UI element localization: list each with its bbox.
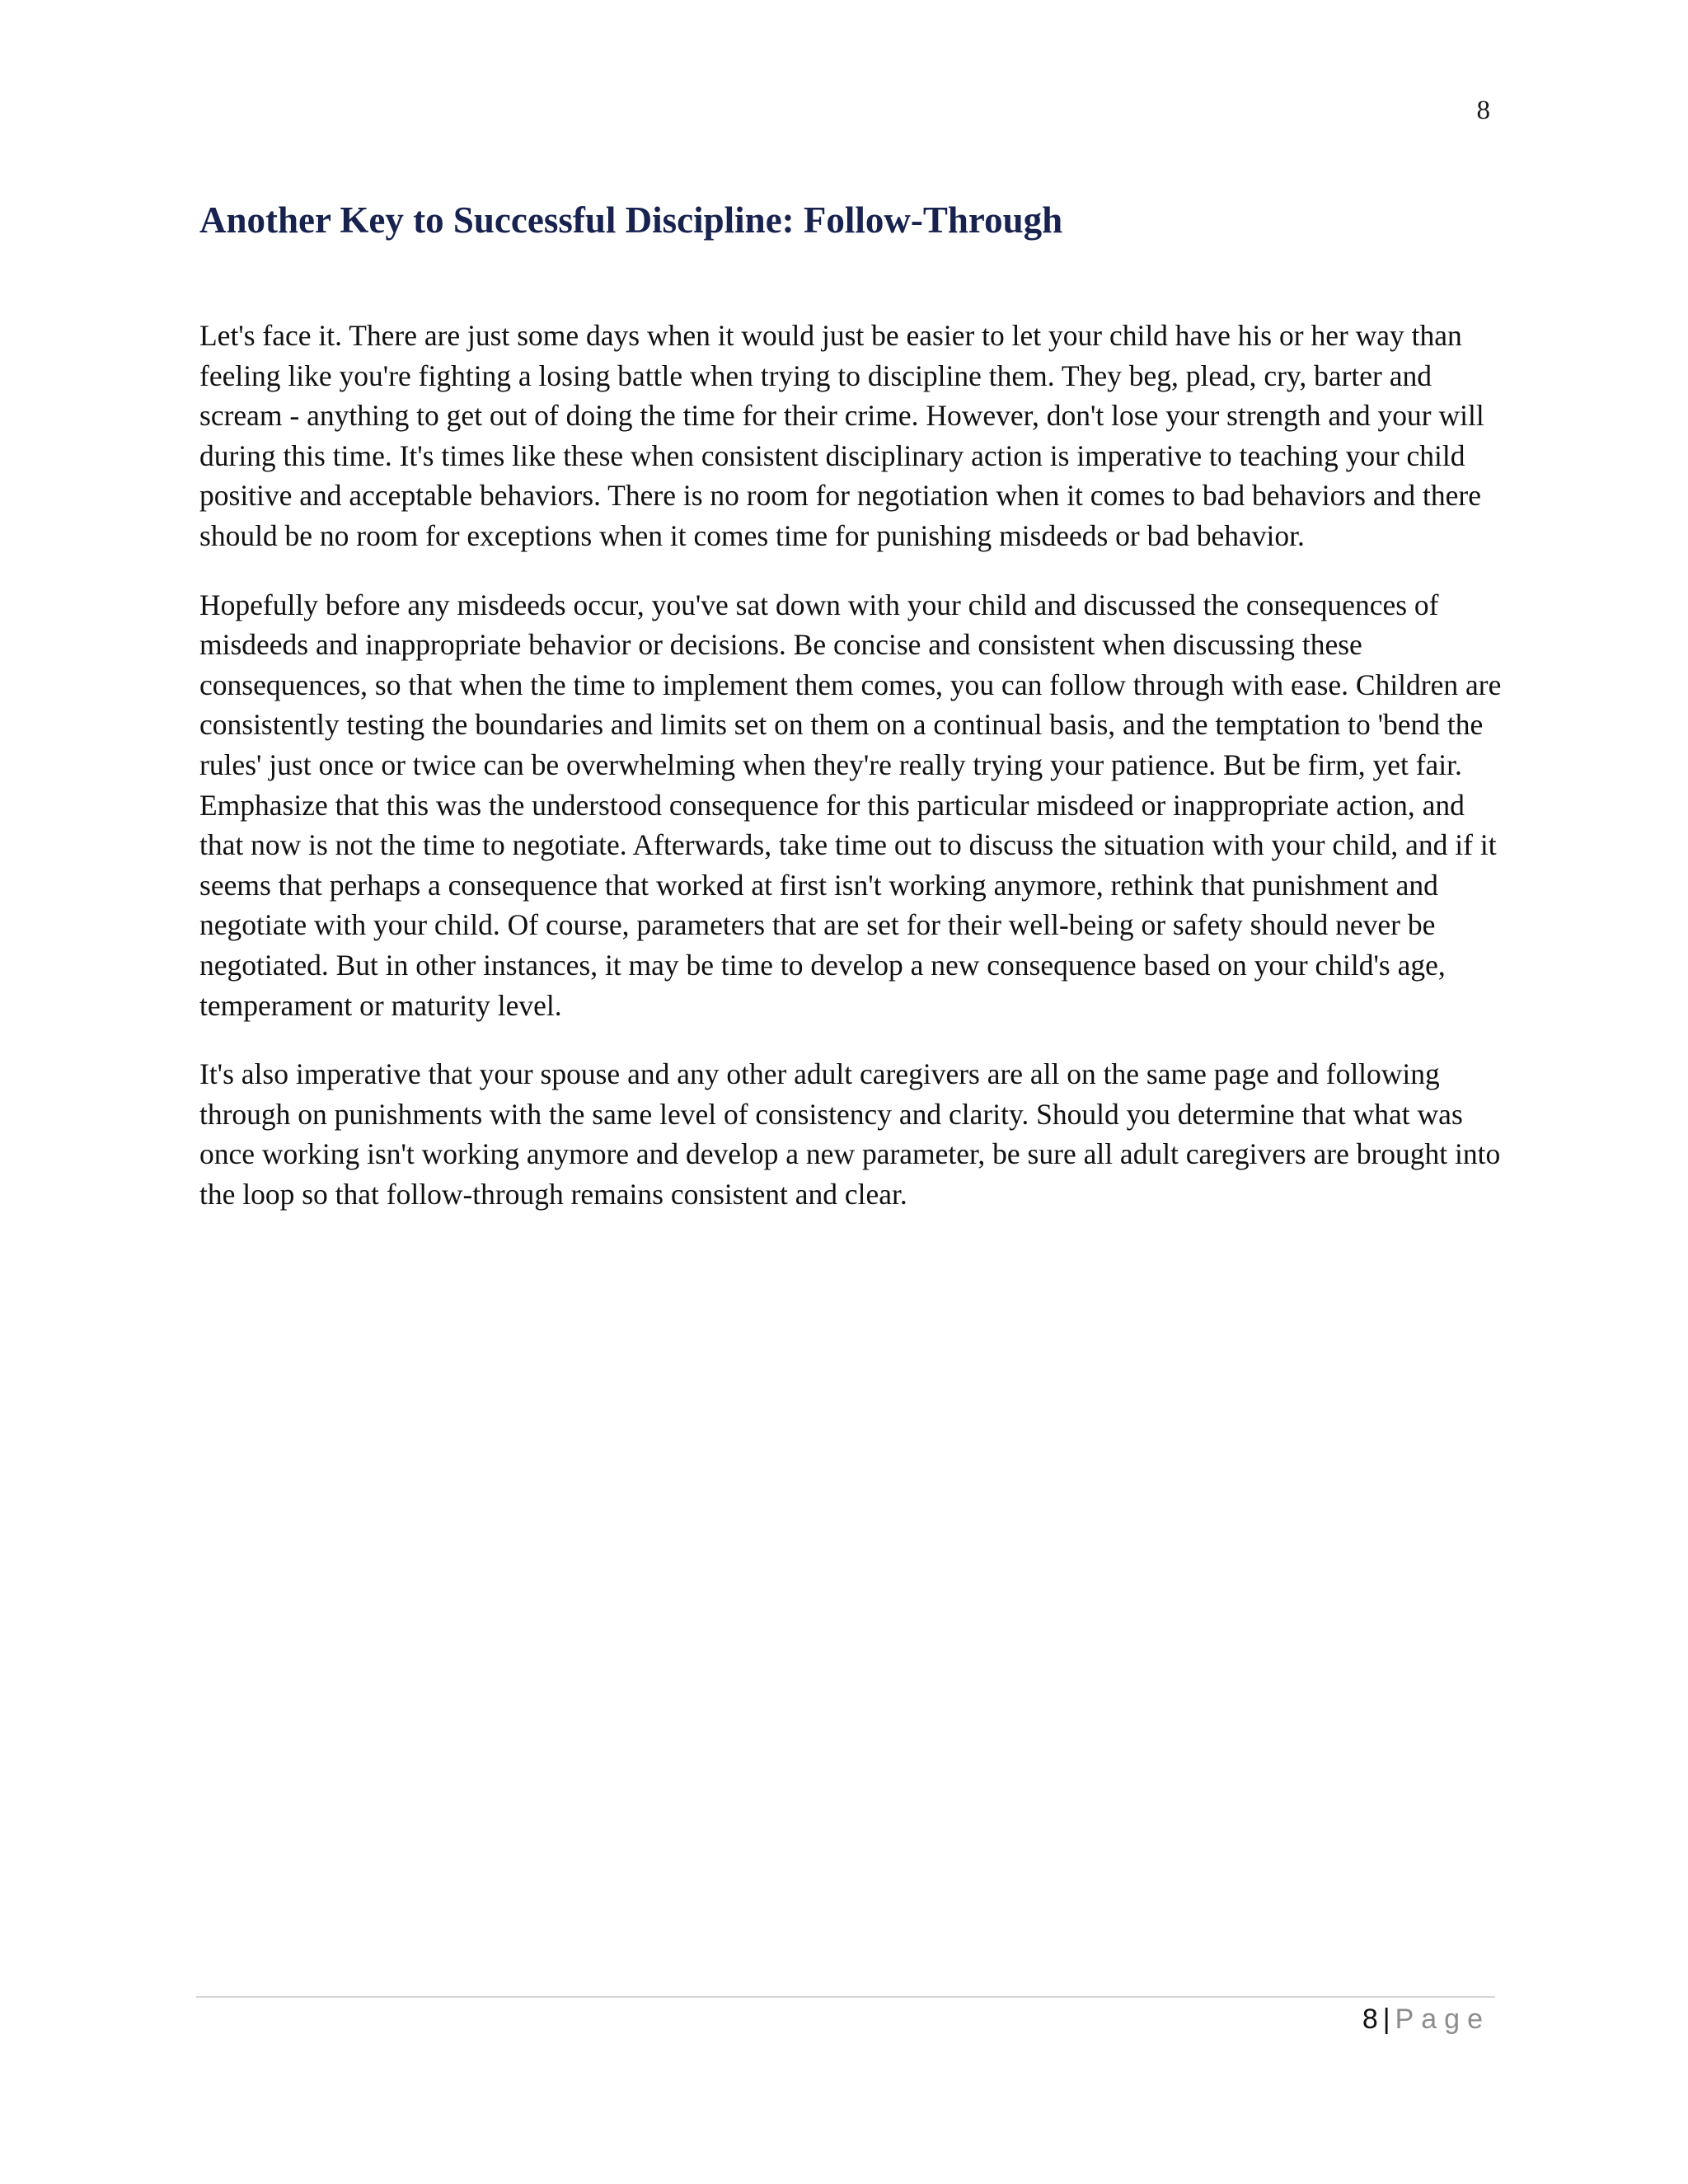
paragraph: Hopefully before any misdeeds occur, you've sat down with your child and discussed the consequences of misdeeds and inappropriate behavior or decisions. Be concise and consistent when discussing these consequences, so that when the time to implement them comes, you can follow through with ease. Children are consistently testing the boundaries and limits set on them on a continual basis, and the temptation to 'bend the rules' just once or twice can be overwhelming when they're really trying your patience. But be firm, yet fair. Emphasize that this was the understood consequence for this particular misdeed or inappropriate action, and that now is not the time to negotiate. Afterwards, take time out to discuss the situation with your child, and if it seems that perhaps a consequence that worked at first isn't working anymore, rethink that punishment and negotiate with your child. Of course, parameters that are set for their well-being or safety should never be negotiated. But in other instances, it may be time to develop a new consequence based on your child's age, temperament or maturity level. (199, 588, 1502, 1022)
paragraph: Let's face it. There are just some days when it would just be easier to let your child have his or her way than feeling like you're fighting a losing battle when trying to discipline them. They beg, plead, cry, barter and scream - anything to get out of doing the time for their crime. However, don't lose your strength and your will during this time. It's times like these when consistent disciplinary action is imperative to teaching your child positive and acceptable behaviors. There is no room for negotiation when it comes to bad behaviors and there should be no room for exceptions when it comes time for punishing misdeeds or bad behavior. (199, 319, 1484, 552)
footer-page-number: 8 (1362, 2004, 1378, 2035)
header-page-number: 8 (1476, 96, 1490, 125)
paragraph: It's also imperative that your spouse and any other adult caregivers are all on the same page and following through on punishments with the same level of consistency and clarity. Should you determine that what was once working isn't working anymore and develop a new parameter, be sure all adult caregivers are brought into the loop so that follow-through remains consistent and clear. (199, 1057, 1501, 1211)
footer-page-label (1362, 2001, 1490, 2037)
section-heading: Another Key to Successful Discipline: Follow-Through (199, 199, 1063, 241)
footer-separator: | (1382, 2004, 1390, 2035)
footer-page-word: Page (1395, 2004, 1490, 2035)
footer-divider (196, 1996, 1495, 1998)
body-text (199, 316, 1502, 1243)
